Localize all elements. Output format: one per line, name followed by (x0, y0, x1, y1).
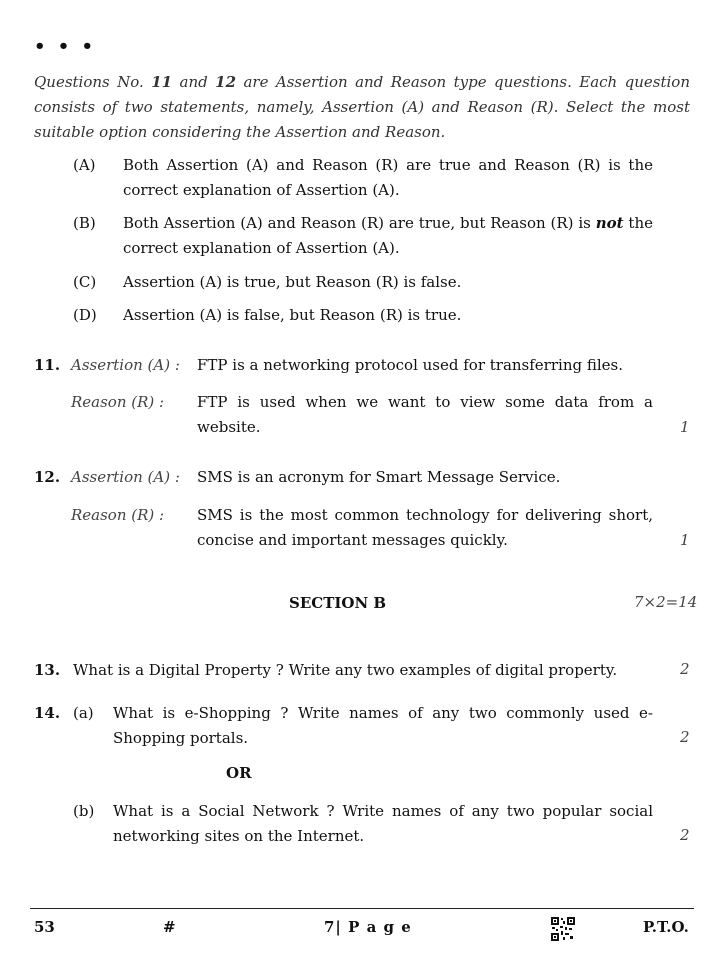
header-dots: • • • (34, 36, 97, 57)
option-text-a: Both Assertion (A) and Reason (R) are true and Reason (R) is the correct explanation of Assertion (A). (123, 156, 653, 199)
marks-13: 2 (680, 660, 690, 678)
qr-code-icon (551, 917, 575, 941)
reason-text-11: FTP is used when we want to view some data from a website. (197, 393, 653, 436)
section-title: SECTION B (289, 594, 387, 612)
marks-11: 1 (680, 418, 690, 436)
option-text-b: Both Assertion (A) and Reason (R) are true, but Reason (R) is not the correct explanation of Assertion (A). (123, 214, 653, 257)
pto-label: P.T.O. (643, 918, 689, 936)
assertion-label-11: Assertion (A) : (71, 356, 180, 374)
option-label-c: (C) (73, 273, 97, 291)
marks-14a: 2 (680, 728, 690, 746)
or-divider: OR (226, 764, 252, 782)
question-number-14: 14. (34, 704, 61, 722)
footer-rule (30, 908, 694, 909)
paper-code: 53 (34, 918, 55, 936)
question-number-11: 11. (34, 356, 61, 374)
reason-label-11: Reason (R) : (71, 393, 165, 411)
assertion-text-11: FTP is a networking protocol used for transferring files. (197, 356, 623, 374)
question-text-14b: What is a Social Network ? Write names of any two popular social networking sites on the Internet. (113, 802, 653, 845)
footer-hash: # (163, 918, 176, 936)
question-text-14a: What is e-Shopping ? Write names of any two commonly used e-Shopping portals. (113, 704, 653, 747)
question-number-12: 12. (34, 468, 61, 486)
option-text-c: Assertion (A) is true, but Reason (R) is false. (123, 273, 462, 291)
assertion-label-12: Assertion (A) : (71, 468, 180, 486)
question-number-13: 13. (34, 661, 61, 679)
sub-label-14a: (a) (73, 704, 94, 722)
reason-label-12: Reason (R) : (71, 506, 165, 524)
sub-label-14b: (b) (73, 802, 95, 820)
option-text-d: Assertion (A) is false, but Reason (R) is true. (123, 306, 462, 324)
reason-text-12: SMS is the most common technology for delivering short, concise and important messages quickly. (197, 506, 653, 549)
instructions-paragraph: Questions No. 11 and 12 are Assertion and Reason type questions. Each question consists of two statements, namely, Assertion (A) and Reason (R). Select the most suitable option considering the Assertion and Reason. (34, 73, 690, 141)
section-marks: 7×2=14 (634, 593, 698, 611)
marks-14b: 2 (680, 826, 690, 844)
option-label-d: (D) (73, 306, 97, 324)
option-label-a: (A) (73, 156, 96, 174)
option-label-b: (B) (73, 214, 96, 232)
assertion-text-12: SMS is an acronym for Smart Message Service. (197, 468, 561, 486)
page-number: 7| P a g e (324, 918, 412, 936)
question-text-13: What is a Digital Property ? Write any two examples of digital property. (73, 661, 618, 679)
marks-12: 1 (680, 531, 690, 549)
